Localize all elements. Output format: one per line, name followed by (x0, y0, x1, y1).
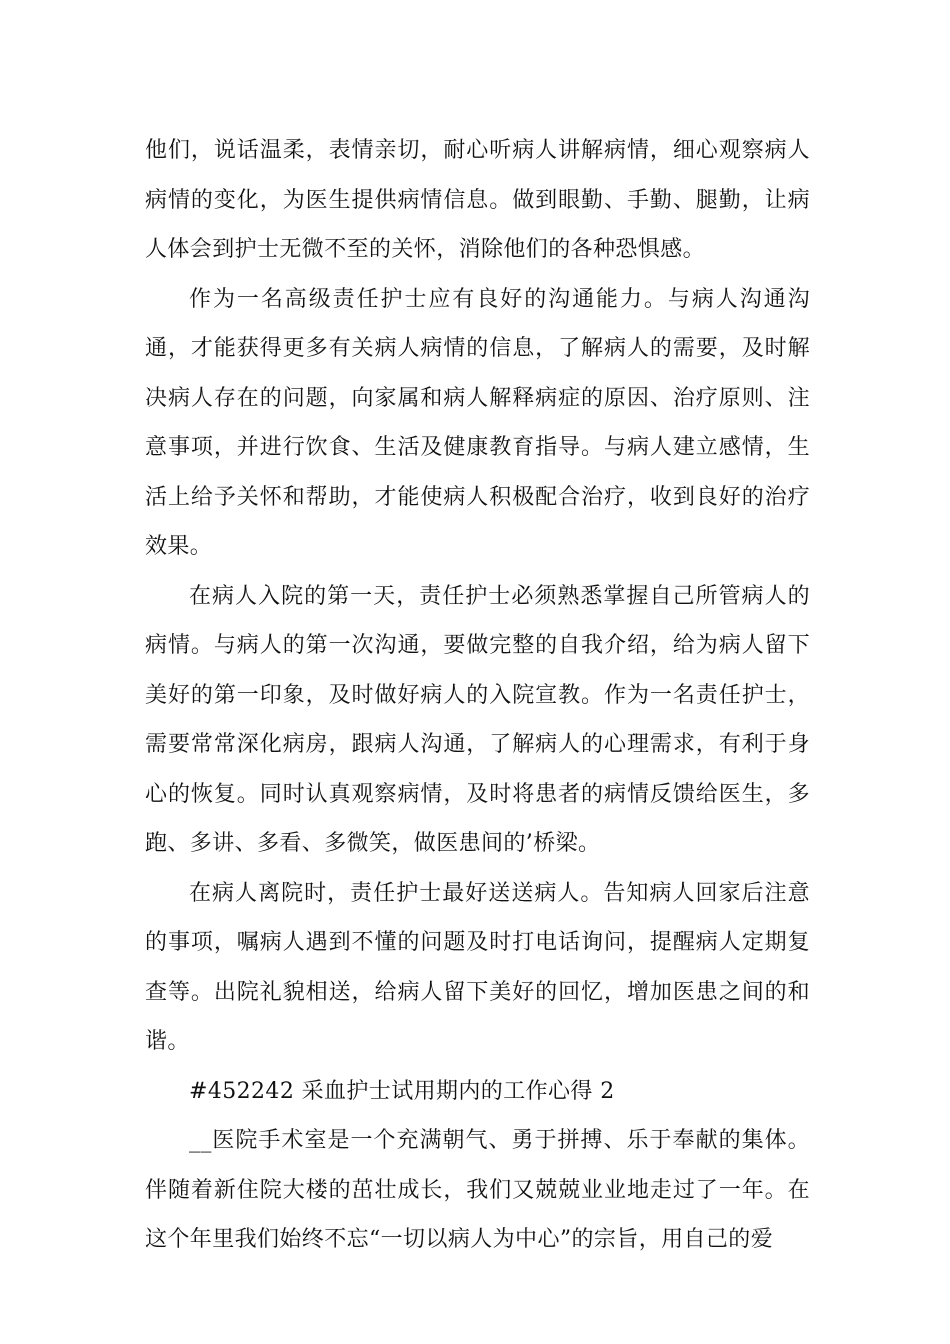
section-heading: #452242 采血护士试用期内的工作心得 2 (189, 1078, 615, 1104)
document-body (145, 126, 810, 1265)
paragraph-admission: 在病人入院的第一天，责任护士必须熟悉掌握自己所管病人的病情。与病人的第一次沟通，要做完整的自我介绍，给为病人留下美好的第一印象，及时做好病人的入院宣教。作为一名责任护士，需要常常深化病房，跟病人沟通，了解病人的心理需求，有利于身心的恢复。同时认真观察病情，及时将患者的病情反馈给医生，多跑、多讲、多看、多微笑，做医患间的’桥梁。 (145, 583, 810, 856)
paragraph-continuation: 他们，说话温柔，表情亲切，耐心听病人讲解病情，细心观察病人病情的变化，为医生提供病情信息。做到眼勤、手勤、腿勤，让病人体会到护士无微不至的关怀，消除他们的各种恐惧感。 (145, 138, 810, 262)
paragraph-communication: 作为一名高级责任护士应有良好的沟通能力。与病人沟通沟通，才能获得更多有关病人病情的信息，了解病人的需要，及时解决病人存在的问题，向家属和病人解释病症的原因、治疗原则、注意事项，并进行饮食、生活及健康教育指导。与病人建立感情，生活上给予关怀和帮助，才能使病人积极配合治疗，收到良好的治疗效果。 (145, 286, 810, 559)
paragraph-discharge: 在病人离院时，责任护士最好送送病人。告知病人回家后注意的事项，嘱病人遇到不懂的问题及时打电话询问，提醒病人定期复查等。出院礼貌相送，给病人留下美好的回忆，增加医患之间的和谐。 (145, 880, 810, 1054)
paragraph-operating-room: __医院手术室是一个充满朝气、勇于拼搏、乐于奉献的集体。伴随着新住院大楼的茁壮成长，我们又兢兢业业地走过了一年。在这个年里我们始终不忘“一切以病人为中心”的宗旨，用自己的爱 (145, 1128, 810, 1252)
